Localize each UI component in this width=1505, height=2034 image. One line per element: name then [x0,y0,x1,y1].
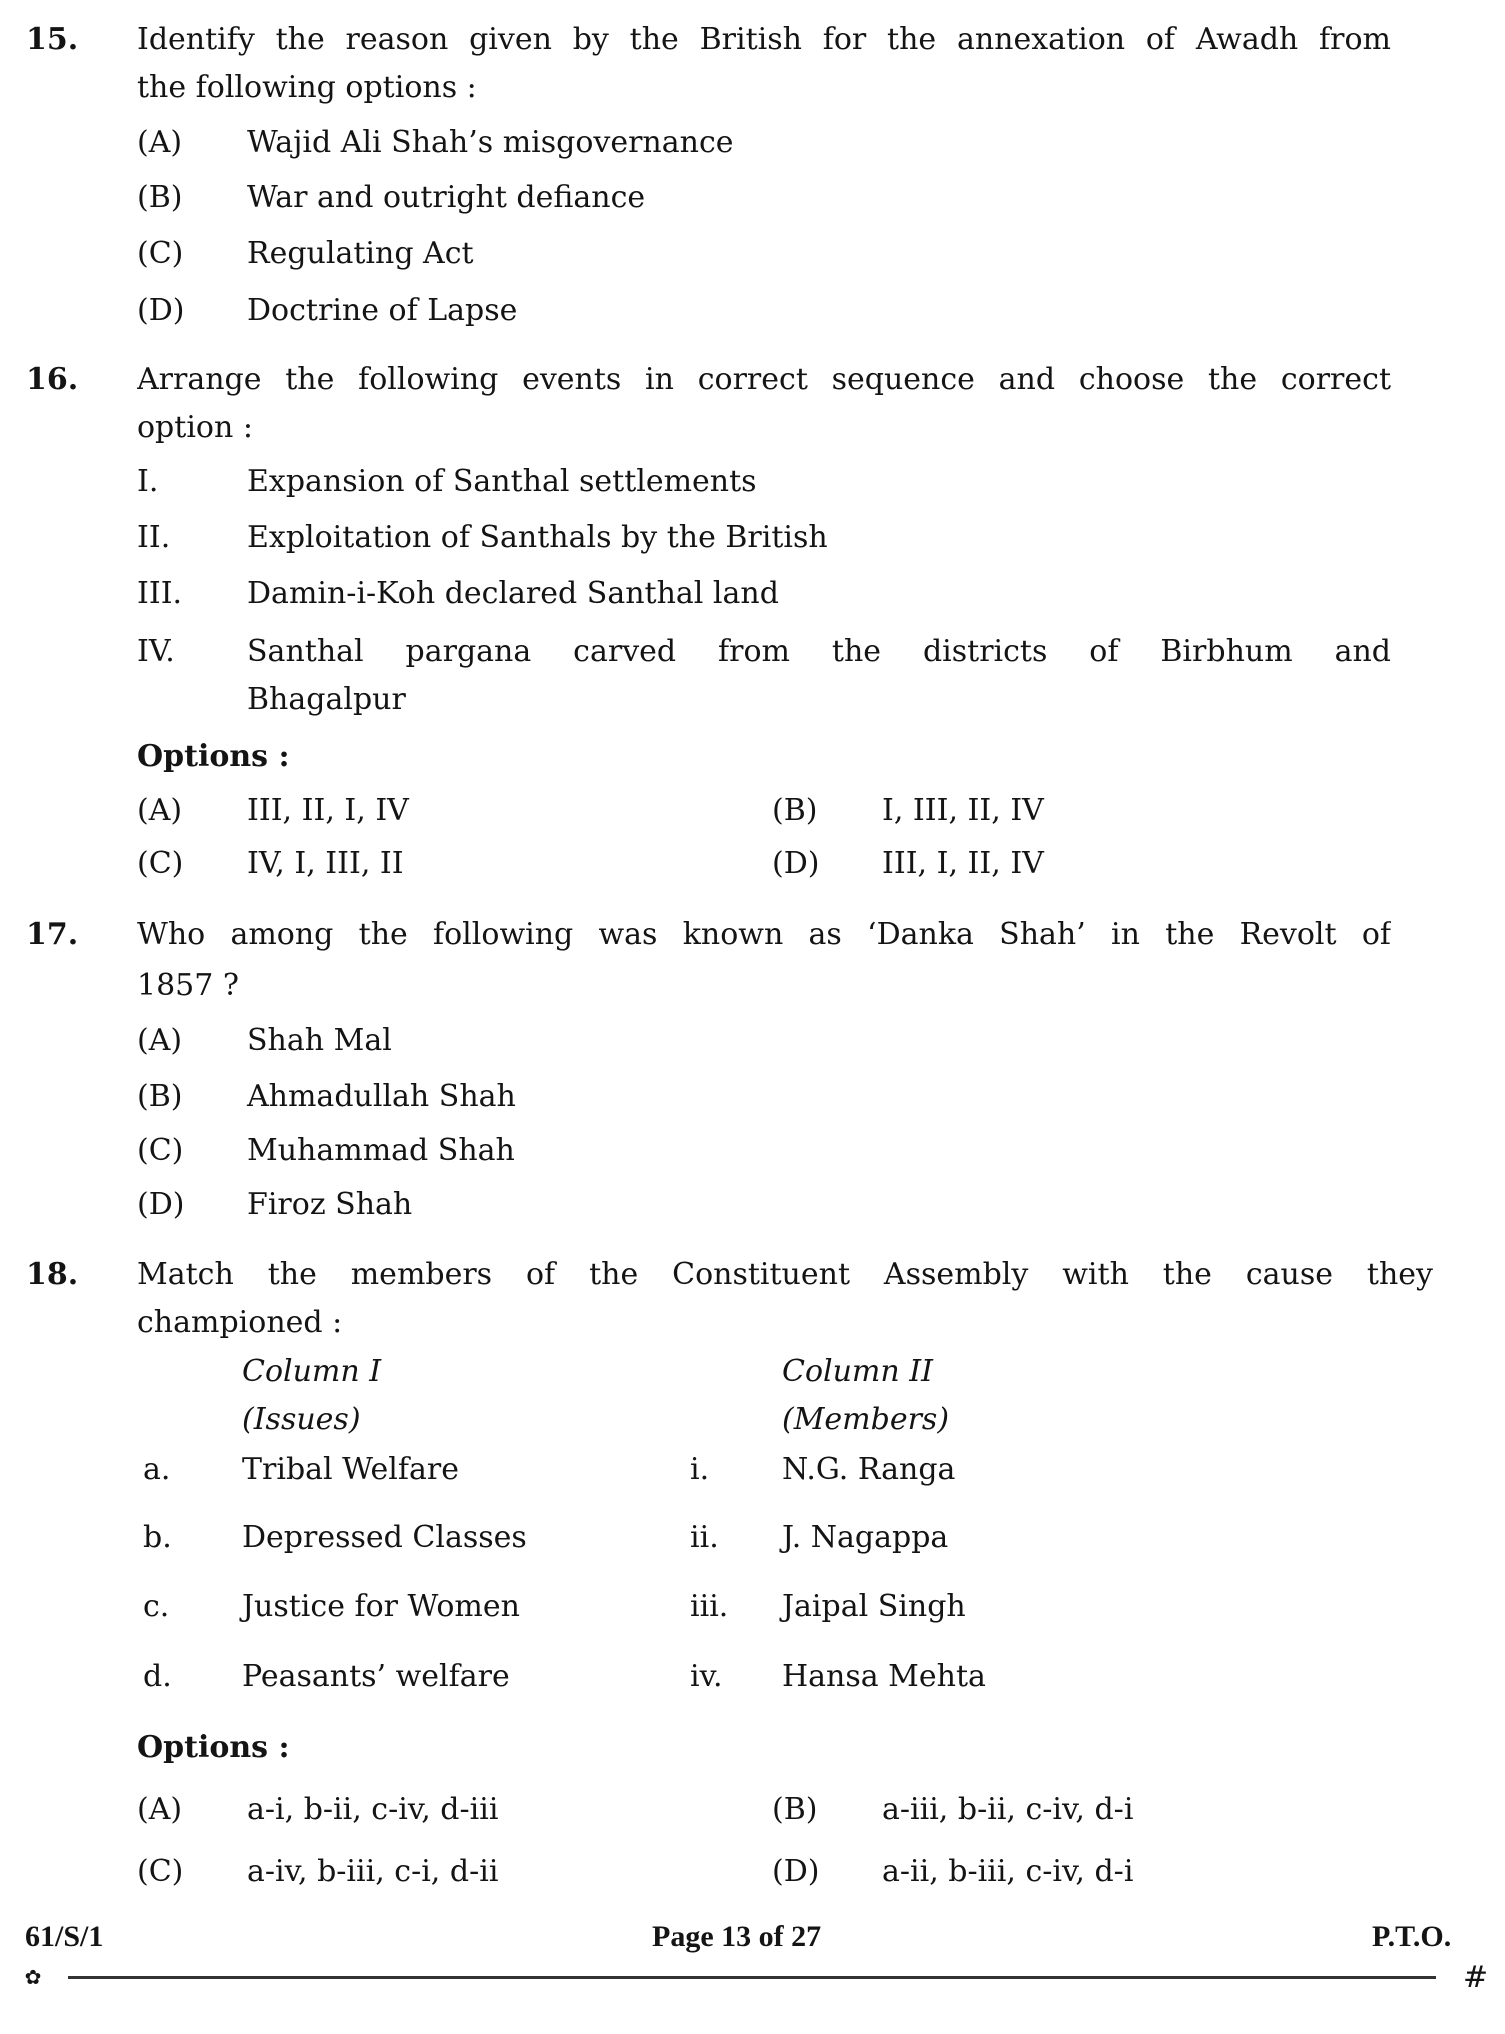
column-2-title: Column II [782,1354,933,1389]
option-label: (A) [137,125,183,160]
hash-mark-icon: # [1463,1960,1489,1995]
question-stem-line: 1857 ? [137,968,239,1003]
question-number: 18. [26,1257,79,1292]
flower-mark-icon: ✿ [24,1965,42,1989]
option-label: (C) [137,1854,184,1889]
option-label: (C) [137,1133,184,1168]
row-label: c. [143,1589,170,1624]
question-number: 15. [26,22,79,57]
option-label: (B) [137,1079,183,1114]
question-stem-line: Who among the following was known as ‘Danka Shah’ in the Revolt of [137,917,1391,952]
event-text: Santhal pargana carved from the districts of Birbhum and [247,634,1391,669]
option-label: (A) [137,1792,183,1827]
option-label: (D) [772,1854,820,1889]
issue-text: Peasants’ welfare [242,1659,510,1694]
option-label: (D) [772,846,820,881]
option-label: (D) [137,1187,185,1222]
event-text: Expansion of Santhal settlements [247,464,757,499]
issue-text: Depressed Classes [242,1520,527,1555]
member-text: Hansa Mehta [782,1659,986,1694]
row-label: a. [143,1452,171,1487]
options-heading: Options : [137,739,290,774]
page-number: Page 13 of 27 [652,1920,822,1953]
option-label: (C) [137,846,184,881]
pto-label: P.T.O. [1372,1920,1452,1953]
event-text: Exploitation of Santhals by the British [247,520,828,555]
options-heading: Options : [137,1730,290,1765]
option-text: Wajid Ali Shah’s misgovernance [247,125,734,160]
member-label: iv. [690,1659,723,1694]
member-text: J. Nagappa [782,1520,949,1555]
event-label: III. [137,576,183,611]
question-number: 17. [26,917,79,952]
row-label: d. [143,1659,172,1694]
option-label: (B) [772,793,818,828]
member-text: Jaipal Singh [782,1589,966,1624]
paper-code: 61/S/1 [25,1920,104,1953]
event-label: I. [137,464,159,499]
column-2-subtitle: (Members) [782,1402,950,1437]
question-stem-line: Match the members of the Constituent Assembly with the cause they [137,1257,1433,1292]
event-label: IV. [137,634,175,669]
question-stem-line: the following options : [137,70,477,105]
column-1-title: Column I [242,1354,382,1389]
question-number: 16. [26,362,79,397]
member-label: i. [690,1452,710,1487]
option-text: a-iii, b-ii, c-iv, d-i [882,1792,1134,1827]
option-text: Regulating Act [247,236,474,271]
option-text: Firoz Shah [247,1187,413,1222]
option-text: War and outright defiance [247,180,646,215]
event-text: Damin-i-Koh declared Santhal land [247,576,779,611]
question-stem-line: championed : [137,1305,343,1340]
member-label: iii. [690,1589,729,1624]
option-text: a-ii, b-iii, c-iv, d-i [882,1854,1134,1889]
option-text: a-i, b-ii, c-iv, d-iii [247,1792,499,1827]
option-label: (A) [137,793,183,828]
option-label: (D) [137,293,185,328]
issue-text: Tribal Welfare [242,1452,459,1487]
issue-text: Justice for Women [242,1589,520,1624]
member-label: ii. [690,1520,719,1555]
option-label: (B) [137,180,183,215]
event-text-continuation: Bhagalpur [247,682,406,717]
option-text: Ahmadullah Shah [247,1079,516,1114]
footer-divider [68,1976,1436,1979]
column-1-subtitle: (Issues) [242,1402,361,1437]
option-text: III, I, II, IV [882,846,1044,881]
option-text: Muhammad Shah [247,1133,515,1168]
option-text: a-iv, b-iii, c-i, d-ii [247,1854,499,1889]
option-text: Shah Mal [247,1023,392,1058]
option-label: (B) [772,1792,818,1827]
option-label: (C) [137,236,184,271]
option-text: Doctrine of Lapse [247,293,518,328]
option-text: III, II, I, IV [247,793,409,828]
member-text: N.G. Ranga [782,1452,956,1487]
option-label: (A) [137,1023,183,1058]
question-stem-line: option : [137,410,253,445]
question-stem-line: Identify the reason given by the British for the annexation of Awadh from [137,22,1391,57]
row-label: b. [143,1520,172,1555]
option-text: IV, I, III, II [247,846,404,881]
question-stem-line: Arrange the following events in correct sequence and choose the correct [137,362,1391,397]
event-label: II. [137,520,171,555]
option-text: I, III, II, IV [882,793,1044,828]
